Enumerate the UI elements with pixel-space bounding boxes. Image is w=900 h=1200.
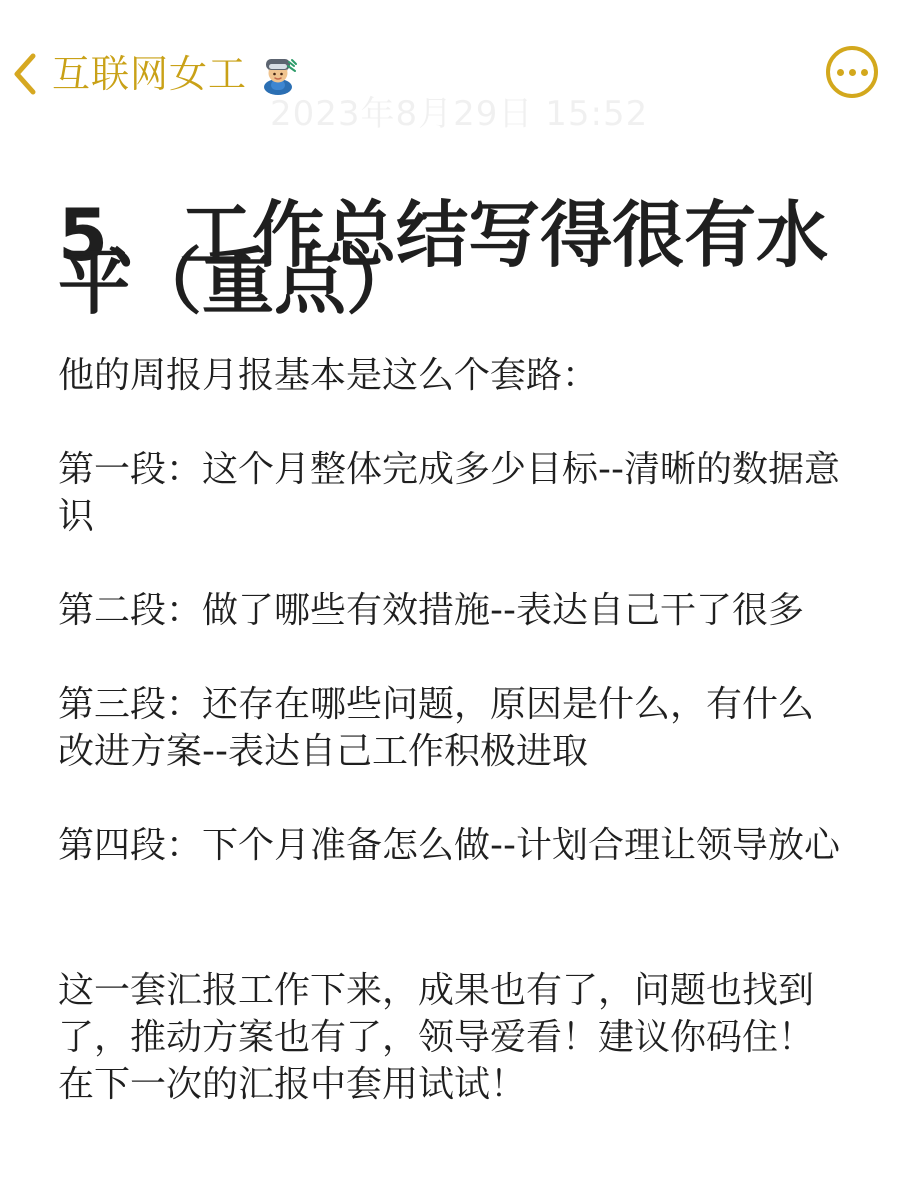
section-paragraph-3: 第三段：还存在哪些问题，原因是什么，有什么改进方案--表达自己工作积极进取 [58, 684, 815, 772]
chevron-left-icon[interactable] [8, 48, 42, 100]
more-dots-icon [861, 69, 868, 76]
more-options-button[interactable] [826, 46, 878, 98]
section-paragraph-4: 第四段：下个月准备怎么做--计划合理让领导放心 [58, 825, 840, 866]
section-paragraph-1: 第一段：这个月整体完成多少目标--清晰的数据意识 [58, 449, 840, 537]
back-button[interactable] [0, 36, 299, 112]
closing-paragraph: 这一套汇报工作下来，成果也有了，问题也找到了，推动方案也有了，领导爱看！建议你码住！在下一次的汇报中套用试试！ [58, 970, 815, 1105]
section-paragraph-2: 第二段：做了哪些有效措施--表达自己干了很多 [58, 590, 804, 631]
more-dots-icon [849, 69, 856, 76]
article-content [58, 193, 848, 1108]
section-heading: 5、工作总结写得很有水平（重点） [58, 193, 829, 324]
intro-paragraph: 他的周报月报基本是这么个套路： [58, 355, 599, 396]
header-title: 互联网女工 [52, 52, 248, 96]
more-dots-icon [837, 69, 844, 76]
post-timestamp: 2023年8月29日 15:52 [270, 94, 649, 134]
top-bar [0, 0, 900, 150]
